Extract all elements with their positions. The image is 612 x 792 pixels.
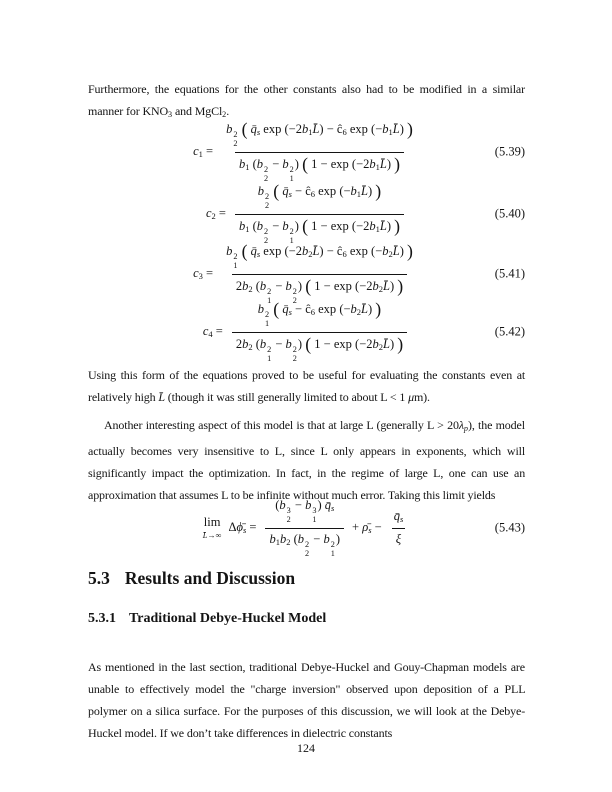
paragraph-using-form: Using this form of the equations proved to be useful for evaluating the constants even at relatively high L̄ (though it was still generally limited to about L < 1 μm). — [88, 368, 526, 404]
equation-lhs: c3 = — [193, 266, 214, 282]
equation-5-43 — [88, 500, 525, 556]
equation-number: (5.42) — [494, 324, 525, 339]
section-heading-5-3 — [88, 568, 295, 589]
equation-number: (5.40) — [494, 206, 525, 221]
equation-lhs: c4 = — [202, 324, 223, 340]
lim-subscript: L̄→∞ — [202, 530, 222, 540]
equation-number: (5.41) — [494, 266, 525, 281]
subsection-title: Traditional Debye-Huckel Model — [129, 611, 327, 626]
limit-operator — [203, 516, 222, 540]
section-title: Results and Discussion — [124, 568, 296, 588]
denominator: 2b2 (b 2 1 − b 2 2 ) ( 1 − exp (−2b2L̄) ) — [232, 332, 407, 363]
equation-lhs: c1 = — [193, 144, 214, 160]
fraction — [222, 121, 417, 182]
equation-5-42 — [88, 299, 525, 363]
paragraph-as-mentioned: As mentioned in the last section, traditional Debye-Huckel and Gouy-Chapman models are unable to effectively model the "charge inversion" observed upon deposition of a PLL polymer on a silica surface. For the purposes of this discussion, we will look at the Debye-Huckel model. If we don’t take differences in dielectric constants — [88, 660, 526, 740]
equation-lhs: Δϕ̄s = — [228, 520, 257, 536]
equation-lhs: c2 = — [205, 206, 226, 222]
equation-number: (5.39) — [494, 144, 525, 159]
fraction-2 — [390, 509, 408, 546]
fraction — [232, 301, 407, 362]
page-number: 124 — [297, 741, 315, 755]
fraction — [265, 498, 344, 558]
paragraph-furthermore: Furthermore, the equations for the other constants also had to be modified in a similar manner for KNO3 and MgCl2. — [88, 82, 525, 120]
equation-5-41 — [88, 241, 525, 305]
numerator: b 2 1 ( q̄s exp (−2b2L̄) − ĉ6 exp (−b2L̄) ) — [226, 241, 413, 271]
numerator: b 2 2 ( q̄s exp (−2b1L̄) − ĉ6 exp (−b1L̄) ) — [226, 119, 413, 149]
fraction — [235, 183, 404, 244]
equation-middle-terms: + ρ̄s − — [352, 520, 382, 536]
numerator: b 2 1 ( q̄s − ĉ6 exp (−b2L̄) ) — [257, 299, 382, 329]
numerator-2: q̄s — [393, 509, 404, 525]
numerator: (b 3 2 − b 3 1 ) q̄s — [275, 498, 335, 525]
denominator: b1 (b 2 2 − b 2 1 ) ( 1 − exp (−2b1L̄) ) — [235, 214, 404, 245]
equation-5-40 — [88, 181, 525, 245]
section-number: 5.3 — [88, 568, 110, 588]
denominator: 2b2 (b 2 1 − b 2 2 ) ( 1 − exp (−2b2L̄) ) — [232, 274, 407, 305]
subsection-number: 5.3.1 — [88, 611, 116, 626]
fraction — [222, 243, 417, 304]
denominator-2: ξ — [392, 528, 405, 547]
denominator: b1b2 (b 2 2 − b 2 1 ) — [265, 528, 344, 558]
equation-number: (5.43) — [494, 520, 525, 535]
paragraph-another-aspect: Another interesting aspect of this model is that at large L (generally L > 20λp), the model actually becomes very insensitive to L, since L only appears in exponents, which will significantly impact the optimization. In fact, in the regime of large L, one can use an approximation that assumes L to be infinite without much error. Taking this limit yields — [88, 418, 526, 503]
lim-word: lim — [203, 515, 221, 530]
subsection-heading-5-3-1 — [88, 611, 326, 627]
equation-5-39 — [88, 120, 525, 184]
numerator: b 2 2 ( q̄s − ĉ6 exp (−b1L̄) ) — [257, 181, 382, 211]
denominator: b1 (b 2 2 − b 2 1 ) ( 1 − exp (−2b1L̄) ) — [235, 152, 404, 183]
